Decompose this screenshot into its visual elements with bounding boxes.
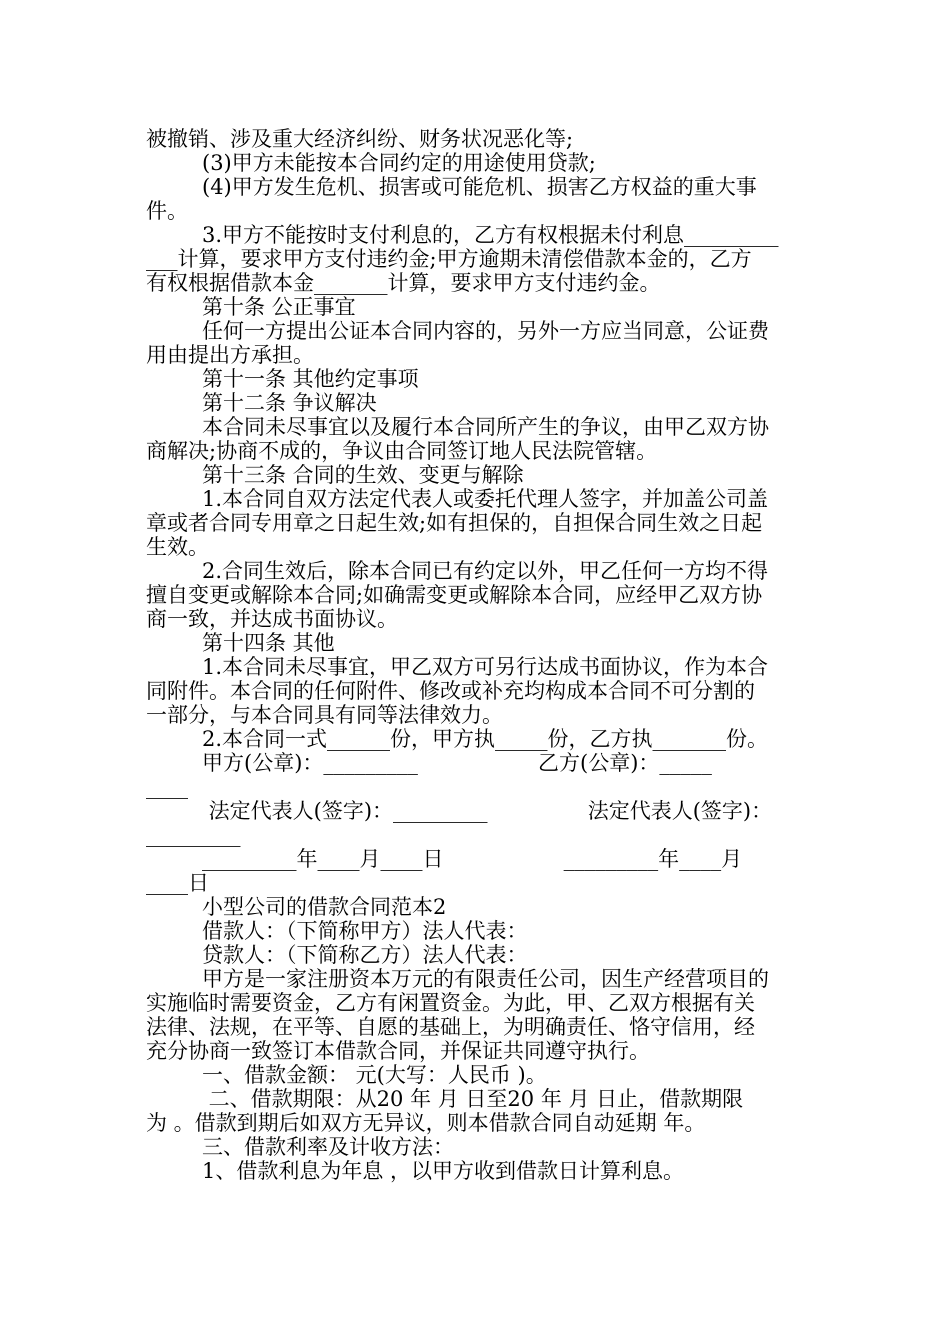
date-line: _________年____月____日 _________年____月: [202, 847, 743, 871]
text-line: 同附件。本合同的任何附件、修改或补充均构成本合同不可分割的: [146, 679, 755, 703]
text-line: 1.本合同未尽事宜，甲乙双方可另行达成书面协议，作为本合: [202, 655, 769, 679]
text-line: 2.合同生效后，除本合同已有约定以外，甲乙任何一方均不得: [202, 559, 769, 583]
text-line: 充分协商一致签订本借款合同，并保证共同遵守执行。: [146, 1039, 650, 1063]
text-line: 用由提出方承担。: [146, 343, 314, 367]
text-line: 1.本合同自双方法定代表人或委托代理人签字，并加盖公司盖: [202, 487, 769, 511]
text-line: 被撤销、涉及重大经济纠纷、财务状况恶化等;: [146, 127, 574, 151]
text-line: 本合同未尽事宜以及履行本合同所产生的争议，由甲乙双方协: [202, 415, 769, 439]
text-line: 任何一方提出公证本合同内容的，另外一方应当同意，公证费: [202, 319, 769, 343]
text-line: 一、借款金额： 元(大写：人民币 )。: [202, 1063, 547, 1087]
text-line: 商解决;协商不成的，争议由合同签订地人民法院管辖。: [146, 439, 658, 463]
text-line: (3)甲方未能按本合同约定的用途使用贷款;: [202, 151, 596, 175]
text-line: 法律、法规，在平等、自愿的基础上，为明确责任、恪守信用，经: [146, 1015, 755, 1039]
text-line: 有权根据借款本金_______计算，要求甲方支付违约金。: [146, 271, 661, 295]
text-line: 二、借款期限：从20 年 月 日至20 年 月 日止，借款期限: [202, 1087, 744, 1111]
section-heading: 第十四条 其他: [202, 631, 335, 655]
text-line: (4)甲方发生危机、损害或可能危机、损害乙方权益的重大事: [202, 175, 757, 199]
text-line: 一部分，与本合同具有同等法律效力。: [146, 703, 503, 727]
text-line: 擅自变更或解除本合同;如确需变更或解除本合同，应经甲乙双方协: [146, 583, 763, 607]
section-heading: 第十一条 其他约定事项: [202, 367, 419, 391]
text-line: 三、借款利率及计收方法：: [202, 1135, 454, 1159]
section-heading: 第十条 公正事宜: [202, 295, 356, 319]
text-line: 实施临时需要资金，乙方有闲置资金。为此，甲、乙双方根据有关: [146, 991, 755, 1015]
date-line: ____日: [146, 871, 209, 895]
text-line: 为 。借款到期后如双方无异议，则本借款合同自动延期 年。: [146, 1111, 706, 1135]
text-line: 3.甲方不能按时支付利息的，乙方有权根据未付利息_________: [202, 223, 779, 247]
section-heading: 第十三条 合同的生效、变更与解除: [202, 463, 524, 487]
text-line: ___计算，要求甲方支付违约金;甲方逾期未清偿借款本金的，乙方: [146, 247, 752, 271]
text-line: 甲方是一家注册资本万元的有限责任公司，因生产经营项目的: [202, 967, 769, 991]
text-line: 章或者合同专用章之日起生效;如有担保的，自担保合同生效之日起: [146, 511, 763, 535]
signature-line: 法定代表人(签字)：_________ 法定代表人(签字)：: [202, 799, 773, 823]
text-line: 商一致，并达成书面协议。: [146, 607, 398, 631]
text-line: 贷款人：（下简称乙方）法人代表：: [202, 943, 528, 967]
text-line: 1、借款利息为年息 ，以甲方收到借款日计算利息。: [202, 1159, 685, 1183]
text-line: 生效。: [146, 535, 209, 559]
section-heading: 第十二条 争议解决: [202, 391, 377, 415]
signature-line: ____: [146, 775, 188, 799]
text-line: 件。: [146, 199, 188, 223]
text-line: 借款人：（下简称甲方）法人代表：: [202, 919, 528, 943]
text-line: 2.本合同一式______份，甲方执_____份，乙方执_______份。: [202, 727, 769, 751]
document-title: 小型公司的借款合同范本2: [202, 895, 447, 919]
signature-line: _________: [146, 823, 241, 847]
signature-line: 甲方(公章)：_________ 乙方(公章)：_____: [202, 751, 712, 775]
